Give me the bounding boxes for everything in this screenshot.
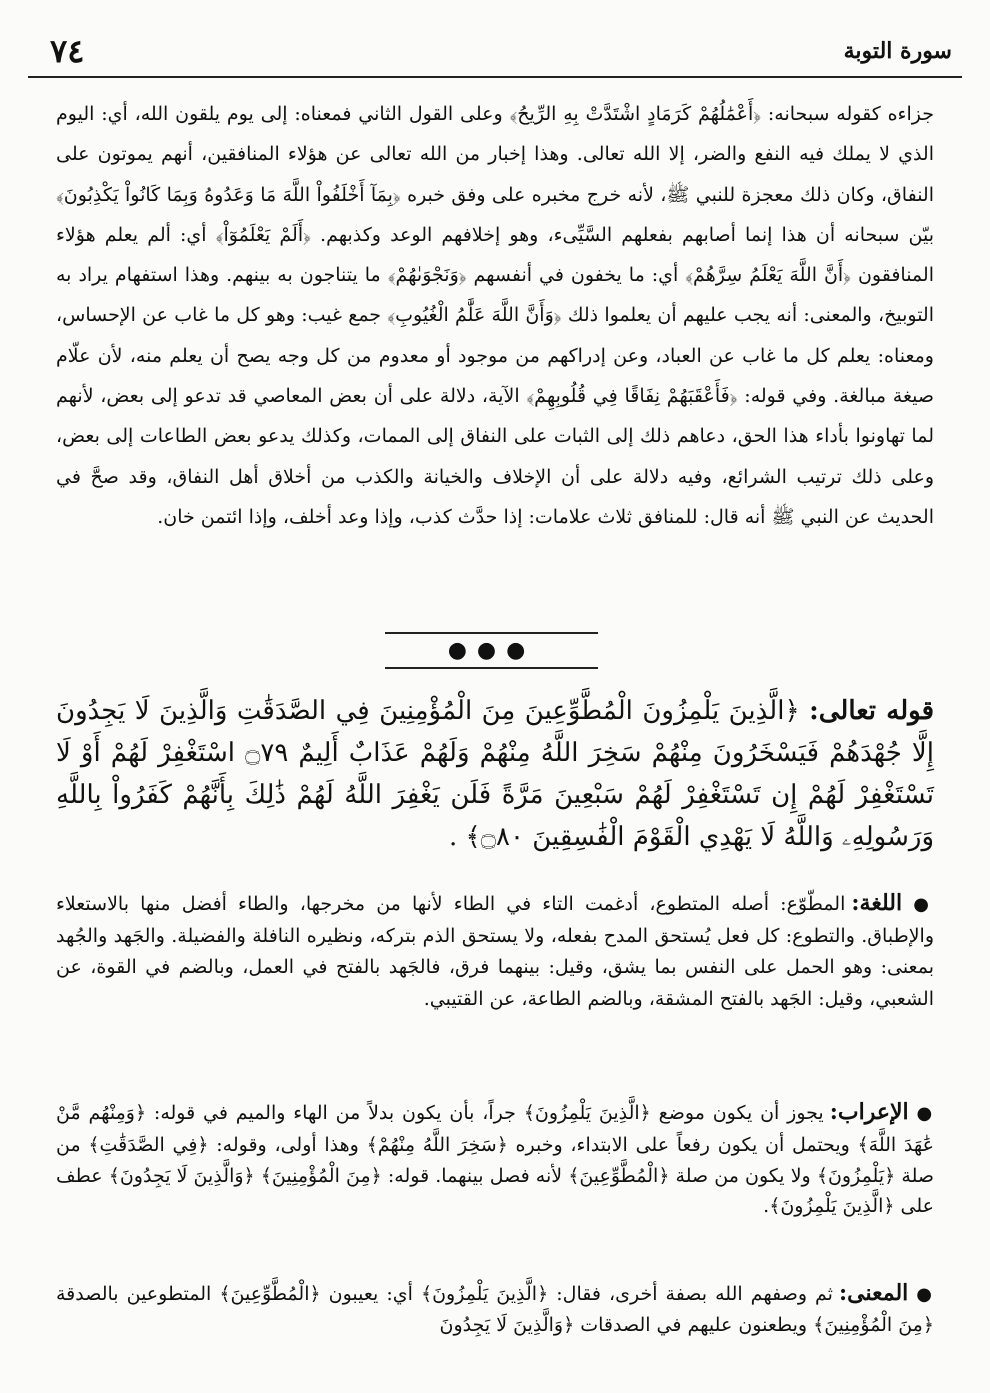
verse-intro: قوله تعالى: [809,696,935,726]
page-header [28,30,962,70]
bullet-icon: ● [916,1284,934,1305]
bullet-icon: ● [913,894,934,915]
header-rule [28,76,962,78]
commentary-paragraph: جزاءه كقوله سبحانه: ﴿أَعْمَٰلُهُمْ كَرَمَادٍ اشْتَدَّتْ بِهِ الرِّيحُ﴾ وعلى القول الثاني فمعناه: إلى يوم يلقون الله، أي: اليوم الذي لا يملك فيه النفع والضر، إلا الله تعالى. وهذا إخبار من الله تعالى عن هؤلاء المنافقين، أنهم يموتون على النفاق، وكان ذلك معجزة للنبي ﷺ، لأنه خرج مخبره على وفق خبره ﴿بِمَآ أَخْلَفُواْ اللَّهَ مَا وَعَدُوهُ وَبِمَا كَانُواْ يَكْذِبُونَ﴾ بيّن سبحانه أن هذا إنما أصابهم بفعلهم السَّيِّىء، وهو إخلافهم الوعد وكذبهم. ﴿أَلَمْ يَعْلَمُوٓاْ﴾ أي: ألم يعلم هؤلاء المنافقون ﴿أَنَّ اللَّهَ يَعْلَمُ سِرَّهُمْ﴾ أي: ما يخفون في أنفسهم ﴿وَنَجْوَىٰهُمْ﴾ ما يتناجون به بينهم. وهذا استفهام يراد به التوبيخ، والمعنى: أنه يجب عليهم أن يعلموا ذلك ﴿وَأَنَّ اللَّهَ عَلَّٰمُ الْغُيُوبِ﴾ جمع غيب: وهو كل ما غاب عن الإحساس، ومعناه: يعلم كل ما غاب عن العباد، وعن إدراكهم من موجود أو معدوم من كل وجه يصح أن يعلم منه، لأن علّام صيغة مبالغة. وفي قوله: ﴿فَأَعْقَبَهُمْ نِفَاقًا فِي قُلُوبِهِمْ﴾ الآية، دلالة على أن بعض المعاصي قد تدعو إلى بعض، لأنهم لما تهاونوا بأداء هذا الحق، دعاهم ذلك إلى الثبات على النفاق إلى الممات، وكذلك يدعو بعض الطاعات إلى بعض، وعلى ذلك ترتيب الشرائع، وفيه دلالة على أن الإخلاف والخيانة والكذب من أخلاق أهل النفاق، وقد صحَّ في الحديث عن النبي ﷺ أنه قال: للمنافق ثلاث علامات: إذا حدَّث كذب، وإذا وعد أخلف، وإذا ائتمن خان. [56,103,934,528]
quran-verse-block [56,690,934,858]
section-label-language: اللغة: [851,890,903,916]
section-label-meaning: المعنى: [839,1280,909,1306]
language-section [56,888,934,1015]
meaning-section [56,1278,934,1341]
verse-text: ﴿الَّذِينَ يَلْمِزُونَ الْمُطَّوِّعِينَ مِنَ الْمُؤْمِنِينَ فِي الصَّدَقَٰتِ وَالَّذِينَ لَا يَجِدُونَ إِلَّا جُهْدَهُمْ فَيَسْخَرُونَ مِنْهُمْ سَخِرَ اللَّهُ مِنْهُمْ وَلَهُمْ عَذَابٌ أَلِيمٌ ۝٧٩ اسْتَغْفِرْ لَهُمْ أَوْ لَا تَسْتَغْفِرْ لَهُمْ إِن تَسْتَغْفِرْ لَهُمْ سَبْعِينَ مَرَّةً فَلَن يَغْفِرَ اللَّهُ لَهُمْ ذَٰلِكَ بِأَنَّهُمْ كَفَرُواْ بِاللَّهِ وَرَسُولِهِۦ وَاللَّهُ لَا يَهْدِي الْقَوْمَ الْفَٰسِقِينَ ۝٨٠﴾ . [56,696,934,852]
page-number: ٧٤ [50,32,85,70]
grammar-section [56,1097,934,1222]
meaning-text: ثم وصفهم الله بصفة أخرى، فقال: ﴿الَّذِينَ يَلْمِزُونَ﴾ أي: يعيبون ﴿الْمُطَّوِّعِينَ﴾ المتطوعين بالصدقة ﴿مِنَ الْمُؤْمِنِينَ﴾ ويطعنون عليهم في الصدقات ﴿وَالَّذِينَ لَا يَجِدُونَ [56,1283,934,1336]
separator-top-rule [385,632,598,634]
surah-title: سورة التوبة [843,38,952,64]
bullet-icon: ● [916,1103,934,1124]
language-text: المطّوّع: أصله المتطوع، أدغمت التاء في الطاء لأنها من مخرجها، والطاء أفضل منها بالاستعلاء والإطباق. والتطوع: كل فعل يُستحق المدح بفعله، ولا يستحق الذم بتركه، ونظيره النافلة والفضيلة. والجَهد والجُهد بمعنى: وهو الحمل على النفس بما يشق، وقيل: بينهما فرق، فالجَهد بالفتح في العمل، وبالضم في القوة، عن الشعبي، وقيل: الجَهد بالفتح المشقة، وبالضم الطاعة، عن القتيبي. [56,893,934,1010]
section-separator: ●●● [447,638,536,663]
separator-bottom-rule [385,667,598,669]
grammar-text: يجوز أن يكون موضع ﴿الَّذِينَ يَلْمِزُونَ﴾ جراً، بأن يكون بدلاً من الهاء والميم في قوله: ﴿وَمِنْهُم مَّنْ عَٰهَدَ اللَّهَ﴾ ويحتمل أن يكون رفعاً على الابتداء، وخبره ﴿سَخِرَ اللَّهُ مِنْهُمْ﴾ وهذا أولى، وقوله: ﴿فِي الصَّدَقَٰتِ﴾ من صلة ﴿يَلْمِزُونَ﴾ ولا يكون من صلة ﴿الْمُطَّوِّعِينَ﴾ لأنه فصل بينهما. قوله: ﴿مِنَ الْمُؤْمِنِينَ﴾ ﴿وَالَّذِينَ لَا يَجِدُونَ﴾ عطف على ﴿الَّذِينَ يَلْمِزُونَ﴾. [56,1102,934,1218]
section-label-grammar: الإعراب: [829,1099,909,1125]
